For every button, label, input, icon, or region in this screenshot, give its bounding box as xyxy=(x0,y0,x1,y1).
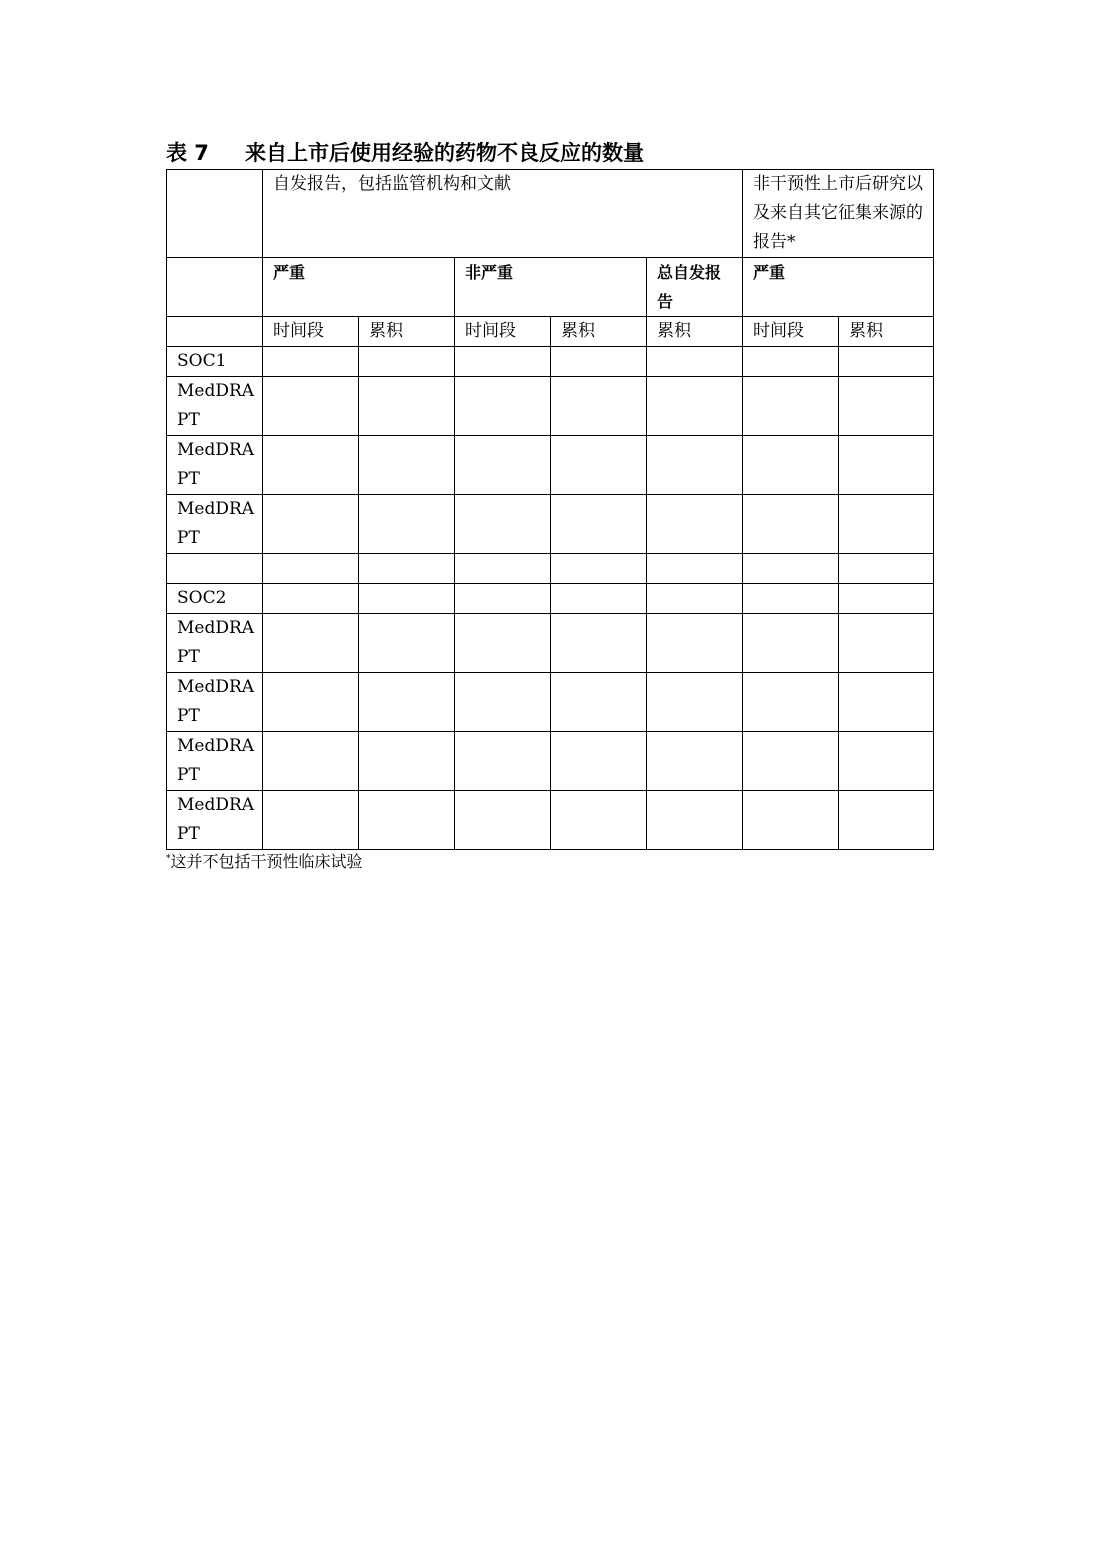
data-cell xyxy=(551,347,647,377)
data-cell xyxy=(743,436,839,495)
data-cell xyxy=(455,347,551,377)
data-cell xyxy=(743,614,839,673)
header-non-interventional: 非干预性上市后研究以及来自其它征集来源的报告* xyxy=(743,170,934,258)
header-non-serious: 非严重 xyxy=(455,258,647,317)
table-row xyxy=(167,673,934,732)
row-label: MedDRA PT xyxy=(167,791,263,850)
data-cell xyxy=(263,732,359,791)
data-cell xyxy=(455,614,551,673)
header-row-3 xyxy=(167,317,934,347)
data-cell xyxy=(551,614,647,673)
footnote-text: 这并不包括干预性临床试验 xyxy=(170,852,363,871)
row-label: SOC1 xyxy=(167,347,263,377)
data-cell xyxy=(839,554,934,584)
data-cell xyxy=(263,614,359,673)
header-spontaneous: 自发报告，包括监管机构和文献 xyxy=(263,170,743,258)
header-cumulative: 累积 xyxy=(647,317,743,347)
header-serious-2: 严重 xyxy=(743,258,934,317)
data-cell xyxy=(359,614,455,673)
data-cell xyxy=(455,584,551,614)
data-cell xyxy=(359,584,455,614)
row-label: SOC2 xyxy=(167,584,263,614)
data-cell xyxy=(743,791,839,850)
data-cell xyxy=(839,436,934,495)
data-cell xyxy=(551,554,647,584)
data-cell xyxy=(263,584,359,614)
data-cell xyxy=(743,347,839,377)
table-row xyxy=(167,347,934,377)
row-label: MedDRA PT xyxy=(167,377,263,436)
data-cell xyxy=(743,377,839,436)
corner-cell xyxy=(167,170,263,258)
data-cell xyxy=(839,495,934,554)
footnote-marker: * xyxy=(166,854,171,864)
data-cell xyxy=(647,554,743,584)
data-cell xyxy=(263,673,359,732)
data-cell xyxy=(839,347,934,377)
data-cell xyxy=(359,673,455,732)
header-period: 时间段 xyxy=(263,317,359,347)
table-number: 表 7 xyxy=(166,141,209,165)
header-period: 时间段 xyxy=(455,317,551,347)
data-cell xyxy=(551,436,647,495)
data-cell xyxy=(359,732,455,791)
table-row xyxy=(167,495,934,554)
data-cell xyxy=(263,791,359,850)
data-cell xyxy=(647,495,743,554)
header-row-2 xyxy=(167,258,934,317)
data-cell xyxy=(455,732,551,791)
data-cell xyxy=(551,495,647,554)
table-row xyxy=(167,554,934,584)
data-cell xyxy=(359,554,455,584)
data-cell xyxy=(647,732,743,791)
header3-empty xyxy=(167,317,263,347)
data-cell xyxy=(647,347,743,377)
data-cell xyxy=(743,584,839,614)
header-cumulative: 累积 xyxy=(839,317,934,347)
data-cell xyxy=(647,584,743,614)
row-label xyxy=(167,554,263,584)
data-cell xyxy=(839,584,934,614)
data-cell xyxy=(455,495,551,554)
data-cell xyxy=(455,673,551,732)
data-cell xyxy=(359,347,455,377)
data-cell xyxy=(263,495,359,554)
table-caption xyxy=(166,137,644,167)
data-cell xyxy=(551,584,647,614)
table-row xyxy=(167,377,934,436)
data-cell xyxy=(455,436,551,495)
data-cell xyxy=(839,614,934,673)
data-cell xyxy=(359,791,455,850)
data-cell xyxy=(839,673,934,732)
data-cell xyxy=(839,791,934,850)
data-cell xyxy=(743,673,839,732)
row-label: MedDRA PT xyxy=(167,614,263,673)
data-cell xyxy=(263,554,359,584)
data-cell xyxy=(743,495,839,554)
adr-table xyxy=(166,169,934,850)
data-cell xyxy=(455,791,551,850)
data-cell xyxy=(743,732,839,791)
data-cell xyxy=(647,673,743,732)
data-cell xyxy=(455,377,551,436)
footnote xyxy=(166,849,363,872)
data-cell xyxy=(263,377,359,436)
data-cell xyxy=(359,495,455,554)
data-cell xyxy=(647,377,743,436)
table-row xyxy=(167,584,934,614)
header-serious: 严重 xyxy=(263,258,455,317)
data-cell xyxy=(359,377,455,436)
data-cell xyxy=(839,377,934,436)
data-cell xyxy=(647,614,743,673)
data-cell xyxy=(359,436,455,495)
data-cell xyxy=(551,791,647,850)
data-cell xyxy=(839,732,934,791)
table-row xyxy=(167,614,934,673)
row-label: MedDRA PT xyxy=(167,732,263,791)
header-total-spontaneous: 总自发报告 xyxy=(647,258,743,317)
row-label: MedDRA PT xyxy=(167,436,263,495)
header-cumulative: 累积 xyxy=(551,317,647,347)
data-cell xyxy=(551,673,647,732)
table-row xyxy=(167,732,934,791)
data-cell xyxy=(263,436,359,495)
header-cumulative: 累积 xyxy=(359,317,455,347)
data-cell xyxy=(551,732,647,791)
header2-empty xyxy=(167,258,263,317)
data-cell xyxy=(743,554,839,584)
table-row xyxy=(167,436,934,495)
data-cell xyxy=(647,436,743,495)
table-title: 来自上市后使用经验的药物不良反应的数量 xyxy=(245,141,644,165)
row-label: MedDRA PT xyxy=(167,673,263,732)
table-row xyxy=(167,791,934,850)
header-period: 时间段 xyxy=(743,317,839,347)
data-cell xyxy=(647,791,743,850)
header-row-1 xyxy=(167,170,934,258)
data-cell xyxy=(263,347,359,377)
data-cell xyxy=(551,377,647,436)
row-label: MedDRA PT xyxy=(167,495,263,554)
data-cell xyxy=(455,554,551,584)
